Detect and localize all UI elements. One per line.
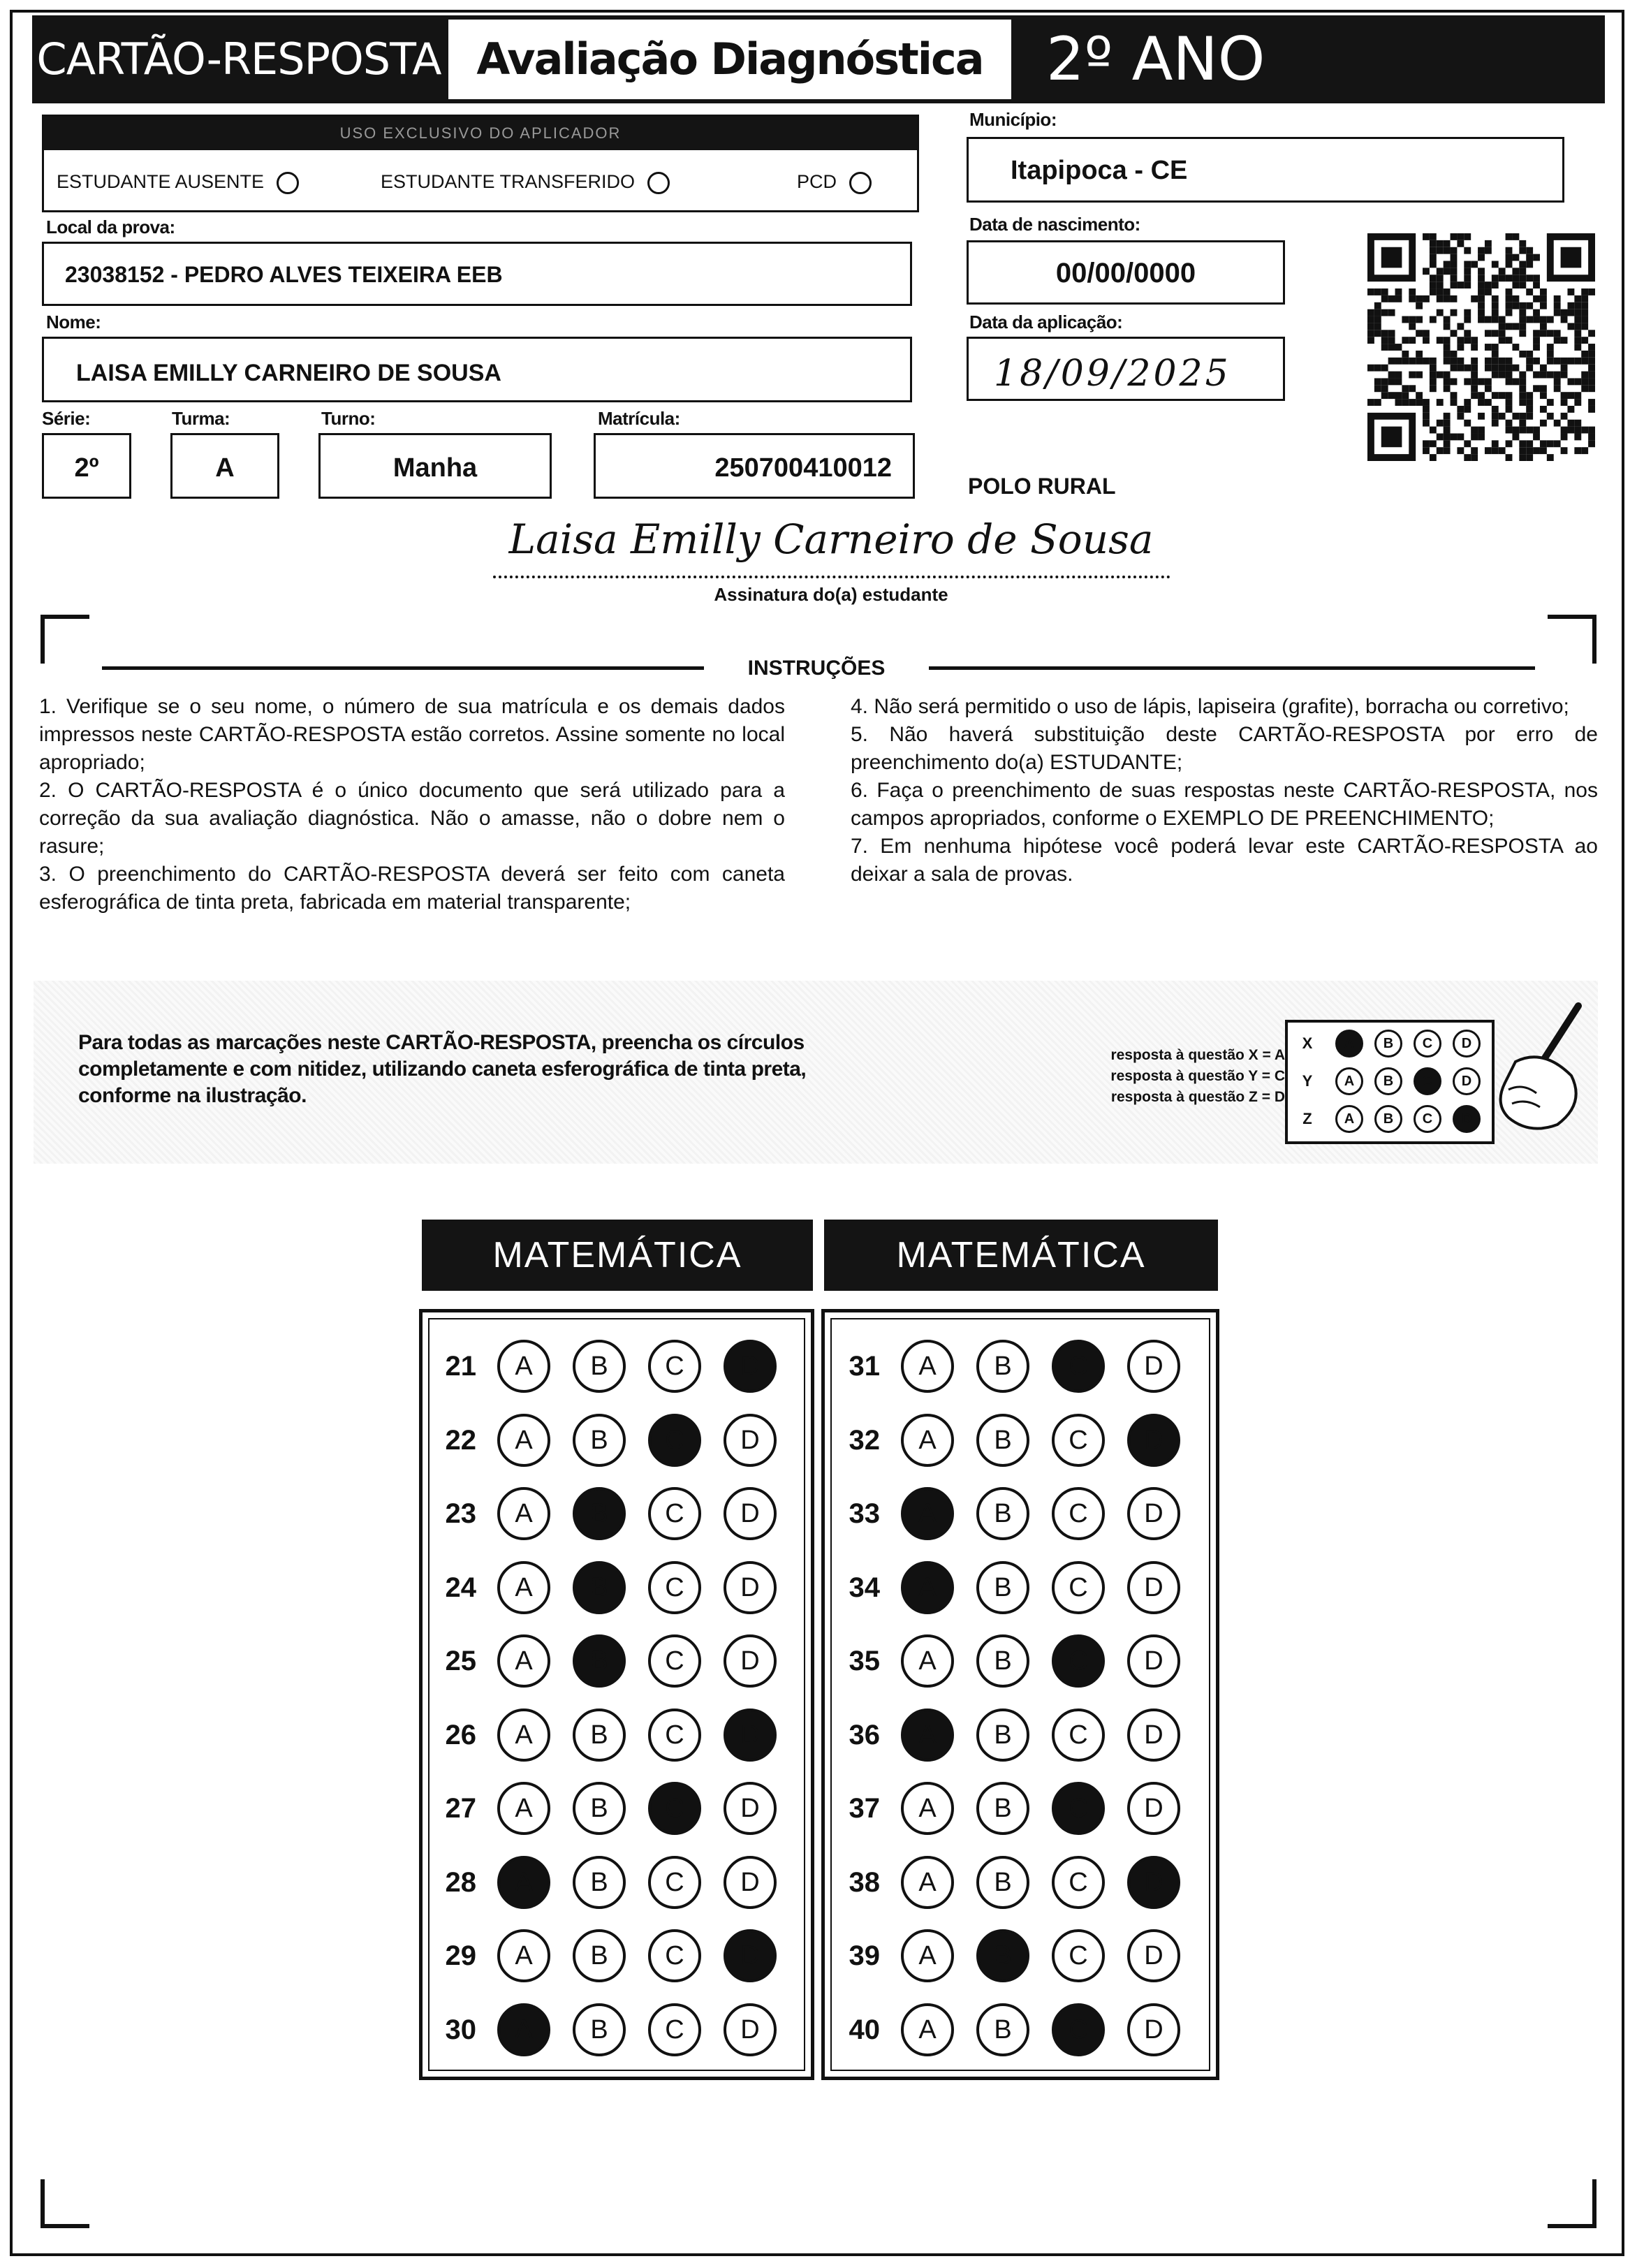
answer-bubble-c[interactable]: C: [1052, 1487, 1105, 1540]
answer-bubble-a[interactable]: A: [901, 1709, 954, 1762]
answer-bubble-d[interactable]: D: [724, 1856, 777, 1909]
answer-bubble-c[interactable]: C: [648, 2003, 701, 2056]
question-number: 35: [849, 1646, 880, 1676]
answer-bubble-d[interactable]: D: [1127, 1856, 1180, 1909]
answer-bubble-a[interactable]: A: [901, 1856, 954, 1909]
absent-option[interactable]: [57, 171, 299, 194]
municipio-field: [967, 137, 1564, 203]
answer-bubble-c[interactable]: C: [648, 1340, 701, 1393]
answer-bubble-d[interactable]: D: [1127, 1340, 1180, 1393]
card-title: CARTÃO-RESPOSTA: [36, 34, 441, 85]
example-question-label: Z: [1302, 1110, 1312, 1127]
answer-bubble-b[interactable]: B: [573, 1709, 626, 1762]
answer-bubble-d[interactable]: D: [724, 1782, 777, 1835]
answer-row: [831, 1848, 1208, 1917]
answer-bubble-d[interactable]: D: [724, 1414, 777, 1467]
question-number: 33: [849, 1498, 880, 1529]
example-bubble-d: D: [1453, 1105, 1481, 1133]
answer-bubble-b[interactable]: B: [573, 1561, 626, 1614]
signature-label: Assinatura do(a) estudante: [714, 584, 948, 605]
answer-row: [427, 1848, 805, 1917]
answer-bubble-c[interactable]: C: [1052, 1709, 1105, 1762]
answer-bubble-b[interactable]: B: [976, 1782, 1029, 1835]
answer-bubble-a[interactable]: A: [497, 1634, 550, 1688]
answer-bubble-d[interactable]: D: [1127, 1709, 1180, 1762]
answer-row: [831, 1995, 1208, 2065]
answer-bubble-b[interactable]: B: [976, 1561, 1029, 1614]
pcd-label: PCD: [797, 171, 837, 192]
question-number: 29: [445, 1940, 476, 1971]
application-date-value: 18/09/2025: [994, 353, 1231, 395]
instructions-left: [39, 693, 785, 916]
answer-bubble-d[interactable]: D: [724, 1340, 777, 1393]
corner-mark-tl: [41, 615, 89, 664]
answer-bubble-c[interactable]: C: [1052, 1340, 1105, 1393]
answer-bubble-b[interactable]: B: [573, 1487, 626, 1540]
example-bubble-a: A: [1335, 1030, 1363, 1058]
example-legend: [1034, 1045, 1285, 1108]
instruction-1: 1. Verifique se o seu nome, o número de sua matrícula e os demais dados impressos neste CARTÃO-RESPOSTA estão corretos. Assine somente no local apropriado;: [39, 695, 785, 774]
answer-row: [831, 1405, 1208, 1475]
answer-bubble-b[interactable]: B: [976, 1709, 1029, 1762]
example-bubble-c: C: [1414, 1105, 1441, 1133]
answer-bubble-a[interactable]: A: [901, 1340, 954, 1393]
turma-field: [170, 433, 279, 499]
signature-handwriting: Laisa Emilly Carneiro de Sousa: [508, 515, 1154, 563]
polo-label: POLO RURAL: [968, 474, 1116, 499]
example-bubble-d: D: [1453, 1030, 1481, 1058]
answer-bubble-a[interactable]: A: [497, 1929, 550, 1982]
subject-header-1: MATEMÁTICA: [422, 1220, 813, 1291]
answer-bubble-d[interactable]: D: [1127, 1414, 1180, 1467]
corner-mark-bl: [41, 2179, 89, 2228]
turma-label: Turma:: [172, 408, 230, 429]
answer-bubble-a[interactable]: A: [497, 2003, 550, 2056]
example-bubble-b: B: [1374, 1030, 1402, 1058]
matricula-field: [594, 433, 915, 499]
answer-bubble-b[interactable]: B: [976, 1487, 1029, 1540]
local-label: Local da prova:: [46, 217, 175, 237]
example-question-label: Y: [1302, 1072, 1313, 1090]
instruction-3: 3. O preenchimento do CARTÃO-RESPOSTA deverá ser feito com caneta esferográfica de tinta preta, fabricada em material transparente;: [39, 863, 785, 914]
applicator-box: [42, 115, 919, 212]
serie-label: Série:: [42, 408, 91, 429]
answer-bubble-b[interactable]: B: [573, 1340, 626, 1393]
answer-row: [427, 1479, 805, 1549]
answer-row: [831, 1921, 1208, 1991]
example-legend-z: resposta à questão Z = D: [1110, 1089, 1285, 1105]
answer-bubble-b[interactable]: B: [573, 1929, 626, 1982]
answer-bubble-c[interactable]: C: [648, 1929, 701, 1982]
question-number: 23: [445, 1498, 476, 1529]
instructions-rule-left: [102, 666, 704, 670]
question-number: 24: [445, 1572, 476, 1603]
answer-bubble-d[interactable]: D: [724, 1709, 777, 1762]
transferred-checkbox[interactable]: [647, 172, 670, 194]
answer-bubble-b[interactable]: B: [573, 1414, 626, 1467]
question-number: 28: [445, 1866, 476, 1898]
answer-bubble-d[interactable]: D: [724, 1634, 777, 1688]
absent-label: ESTUDANTE AUSENTE: [57, 171, 265, 192]
pcd-checkbox[interactable]: [849, 172, 872, 194]
turno-value: Manha: [392, 453, 478, 483]
header-bar: [32, 15, 1605, 103]
example-legend-y: resposta à questão Y = C: [1110, 1068, 1285, 1084]
answer-bubble-d[interactable]: D: [1127, 1782, 1180, 1835]
answer-bubble-c[interactable]: C: [648, 1414, 701, 1467]
example-bubble-c: C: [1414, 1030, 1441, 1058]
answer-bubble-d[interactable]: D: [724, 1487, 777, 1540]
instruction-5: 5. Não haverá substituição deste CARTÃO-RESPOSTA por erro de preenchimento do(a) ESTUDANTE;: [851, 723, 1598, 774]
absent-checkbox[interactable]: [277, 172, 299, 194]
answer-bubble-d[interactable]: D: [1127, 1561, 1180, 1614]
answer-bubble-b[interactable]: B: [573, 1782, 626, 1835]
answer-row: [427, 1921, 805, 1991]
question-number: 37: [849, 1793, 880, 1824]
answer-row: [427, 1773, 805, 1843]
answer-bubble-b[interactable]: B: [976, 1340, 1029, 1393]
application-date-field[interactable]: [967, 337, 1285, 401]
question-number: 40: [849, 2014, 880, 2045]
matricula-label: Matrícula:: [598, 408, 680, 429]
answer-bubble-a[interactable]: A: [901, 1634, 954, 1688]
turno-field: [318, 433, 552, 499]
question-number: 27: [445, 1793, 476, 1824]
example-bubble-b: B: [1374, 1067, 1402, 1095]
instruction-7: 7. Em nenhuma hipótese você poderá levar este CARTÃO-RESPOSTA ao deixar a sala de provas.: [851, 835, 1598, 886]
answer-bubble-b[interactable]: B: [573, 1856, 626, 1909]
answer-bubble-a[interactable]: A: [497, 1340, 550, 1393]
question-number: 36: [849, 1719, 880, 1750]
name-value: LAISA EMILLY CARNEIRO DE SOUSA: [76, 360, 501, 386]
birthdate-value: 00/00/0000: [1055, 258, 1196, 288]
answer-bubble-a[interactable]: A: [901, 1561, 954, 1614]
instruction-2: 2. O CARTÃO-RESPOSTA é o único documento que será utilizado para a correção da sua avaliação diagnóstica. Não o amasse, não o dobre nem o rasure;: [39, 779, 785, 858]
answer-bubble-a[interactable]: A: [497, 1782, 550, 1835]
answer-bubble-a[interactable]: A: [497, 1414, 550, 1467]
answer-bubble-c[interactable]: C: [1052, 1414, 1105, 1467]
serie-field: [42, 433, 131, 499]
question-number: 22: [445, 1424, 476, 1456]
answer-row: [427, 1995, 805, 2065]
example-bubble-b: B: [1374, 1105, 1402, 1133]
answer-row: [831, 1773, 1208, 1843]
answer-bubble-c[interactable]: C: [648, 1709, 701, 1762]
answer-row: [427, 1553, 805, 1623]
answer-bubble-b[interactable]: B: [976, 1929, 1029, 1982]
instructions-title: INSTRUÇÕES: [747, 657, 886, 680]
corner-mark-br: [1548, 2179, 1596, 2228]
answer-bubble-d[interactable]: D: [1127, 1929, 1180, 1982]
example-question-label: X: [1302, 1034, 1313, 1052]
qr-code: [1367, 233, 1595, 461]
answer-bubble-a[interactable]: A: [497, 1709, 550, 1762]
answer-row: [831, 1479, 1208, 1549]
municipio-value: Itapipoca - CE: [1011, 156, 1188, 185]
example-text: Para todas as marcações neste CARTÃO-RESPOSTA, preencha os círculos completamente e com nitidez, utilizando caneta esferográfica de tinta preta, conforme na ilustração.: [78, 1031, 807, 1107]
turma-value: A: [215, 453, 235, 483]
birthdate-label: Data de nascimento:: [969, 214, 1140, 235]
answer-bubble-d[interactable]: D: [1127, 1487, 1180, 1540]
corner-mark-tr: [1548, 615, 1596, 664]
question-number: 26: [445, 1719, 476, 1750]
example-legend-x: resposta à questão X = A: [1110, 1047, 1285, 1063]
question-number: 21: [445, 1351, 476, 1382]
example-bubble-c: C: [1414, 1067, 1441, 1095]
answer-row: [831, 1331, 1208, 1401]
answer-bubble-c[interactable]: C: [1052, 2003, 1105, 2056]
answer-bubble-a[interactable]: A: [901, 1487, 954, 1540]
question-number: 38: [849, 1866, 880, 1898]
exam-title: Avaliação Diagnóstica: [448, 20, 1011, 99]
example-bubble-a: A: [1335, 1067, 1363, 1095]
local-field: [42, 242, 912, 306]
answer-bubble-c[interactable]: C: [648, 1782, 701, 1835]
answer-bubble-a[interactable]: A: [901, 1929, 954, 1982]
question-number: 39: [849, 1940, 880, 1971]
answer-bubble-a[interactable]: A: [497, 1561, 550, 1614]
instructions-right: [851, 693, 1598, 888]
local-value: 23038152 - PEDRO ALVES TEIXEIRA EEB: [65, 262, 503, 287]
matricula-value: 250700410012: [714, 453, 892, 483]
pcd-option[interactable]: [797, 171, 872, 194]
question-number: 31: [849, 1351, 880, 1382]
answer-bubble-b[interactable]: B: [573, 2003, 626, 2056]
grade-label: 2º ANO: [1046, 24, 1265, 94]
signature-line[interactable]: [493, 576, 1170, 578]
answer-bubble-c[interactable]: C: [1052, 1561, 1105, 1614]
serie-value: 2º: [74, 453, 99, 483]
answer-bubble-b[interactable]: B: [976, 1634, 1029, 1688]
municipio-label: Município:: [969, 109, 1057, 130]
answer-bubble-c[interactable]: C: [648, 1487, 701, 1540]
subject-header-2: MATEMÁTICA: [824, 1220, 1218, 1291]
answer-bubble-a[interactable]: A: [901, 2003, 954, 2056]
answer-bubble-c[interactable]: C: [648, 1561, 701, 1614]
example-bubble-a: A: [1335, 1105, 1363, 1133]
answer-bubble-a[interactable]: A: [497, 1487, 550, 1540]
example-bubble-d: D: [1453, 1067, 1481, 1095]
answer-row: [427, 1626, 805, 1696]
question-number: 34: [849, 1572, 880, 1603]
answer-row: [427, 1405, 805, 1475]
answer-bubble-c[interactable]: C: [1052, 1929, 1105, 1982]
instructions-rule-right: [929, 666, 1535, 670]
transferred-option[interactable]: [381, 171, 670, 194]
birthdate-field: [967, 240, 1285, 305]
answer-bubble-b[interactable]: B: [976, 1856, 1029, 1909]
answer-bubble-c[interactable]: C: [648, 1634, 701, 1688]
question-number: 25: [445, 1646, 476, 1676]
answer-row: [831, 1553, 1208, 1623]
question-number: 30: [445, 2014, 476, 2045]
instruction-4: 4. Não será permitido o uso de lápis, lapiseira (grafite), borracha ou corretivo;: [851, 695, 1569, 718]
name-label: Nome:: [46, 312, 101, 332]
answer-bubble-b[interactable]: B: [976, 2003, 1029, 2056]
answer-bubble-a[interactable]: A: [901, 1782, 954, 1835]
answer-bubble-d[interactable]: D: [724, 1561, 777, 1614]
answer-bubble-d[interactable]: D: [724, 2003, 777, 2056]
instruction-6: 6. Faça o preenchimento de suas respostas neste CARTÃO-RESPOSTA, nos campos apropriados, conforme o EXEMPLO DE PREENCHIMENTO;: [851, 779, 1598, 830]
answer-row: [427, 1331, 805, 1401]
answer-bubble-a[interactable]: A: [497, 1856, 550, 1909]
name-field: [42, 337, 912, 402]
pen-hand-icon: [1474, 999, 1592, 1139]
transferred-label: ESTUDANTE TRANSFERIDO: [381, 171, 636, 192]
answer-row: [831, 1626, 1208, 1696]
turno-label: Turno:: [321, 408, 376, 429]
answer-bubble-c[interactable]: C: [1052, 1782, 1105, 1835]
answer-bubble-a[interactable]: A: [901, 1414, 954, 1467]
applicator-title: USO EXCLUSIVO DO APLICADOR: [44, 117, 917, 150]
answer-bubble-c[interactable]: C: [1052, 1634, 1105, 1688]
answer-bubble-b[interactable]: B: [573, 1634, 626, 1688]
application-date-label: Data da aplicação:: [969, 312, 1123, 332]
answer-bubble-c[interactable]: C: [648, 1856, 701, 1909]
answer-row: [831, 1700, 1208, 1770]
answer-bubble-b[interactable]: B: [976, 1414, 1029, 1467]
question-number: 32: [849, 1424, 880, 1456]
answer-bubble-d[interactable]: D: [1127, 1634, 1180, 1688]
answer-bubble-d[interactable]: D: [724, 1929, 777, 1982]
answer-bubble-d[interactable]: D: [1127, 2003, 1180, 2056]
answer-bubble-c[interactable]: C: [1052, 1856, 1105, 1909]
answer-row: [427, 1700, 805, 1770]
